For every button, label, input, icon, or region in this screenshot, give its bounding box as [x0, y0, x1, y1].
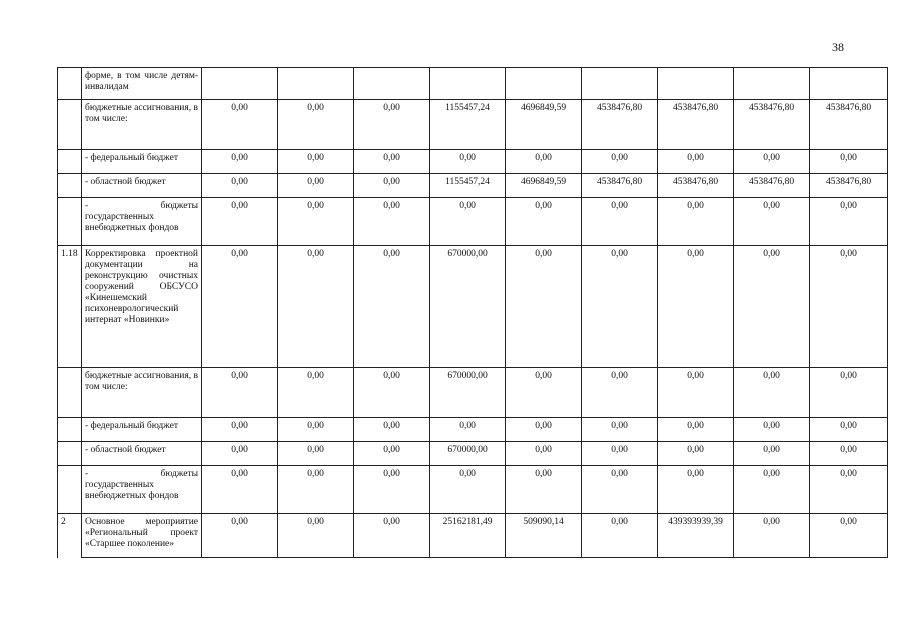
value-cell: 0,00	[506, 246, 582, 368]
value-cell: 0,00	[506, 150, 582, 174]
value-cell: 0,00	[278, 514, 354, 558]
value-cell: 4538476,80	[582, 174, 658, 198]
row-name: бюджетные ассигнования, в том числе:	[82, 368, 202, 418]
value-cell: 0,00	[430, 418, 506, 442]
table-row	[58, 514, 888, 558]
value-cell	[202, 68, 278, 100]
value-cell: 4538476,80	[734, 174, 810, 198]
value-cell: 0,00	[354, 174, 430, 198]
row-name: - бюджеты государственных внебюджетных фондов	[82, 198, 202, 246]
value-cell: 0,00	[810, 466, 888, 514]
table-row	[58, 150, 888, 174]
value-cell: 0,00	[810, 514, 888, 558]
value-cell: 0,00	[430, 150, 506, 174]
value-cell: 1155457,24	[430, 174, 506, 198]
value-cell: 0,00	[658, 442, 734, 466]
value-cell: 0,00	[582, 442, 658, 466]
value-cell: 0,00	[278, 442, 354, 466]
table-row	[58, 246, 888, 368]
value-cell: 0,00	[202, 466, 278, 514]
row-name: - областной бюджет	[82, 174, 202, 198]
value-cell: 0,00	[810, 246, 888, 368]
row-index	[58, 68, 82, 100]
value-cell: 25162181,49	[430, 514, 506, 558]
row-index	[58, 198, 82, 246]
value-cell	[582, 68, 658, 100]
table-row	[58, 68, 888, 100]
value-cell: 0,00	[354, 442, 430, 466]
row-name: - федеральный бюджет	[82, 418, 202, 442]
value-cell: 0,00	[354, 466, 430, 514]
value-cell: 0,00	[354, 198, 430, 246]
value-cell: 4538476,80	[810, 100, 888, 150]
value-cell: 0,00	[658, 466, 734, 514]
value-cell: 0,00	[734, 246, 810, 368]
value-cell: 4696849,59	[506, 174, 582, 198]
value-cell: 0,00	[354, 150, 430, 174]
value-cell: 0,00	[354, 100, 430, 150]
value-cell: 0,00	[202, 100, 278, 150]
value-cell	[430, 68, 506, 100]
value-cell: 0,00	[354, 514, 430, 558]
value-cell: 0,00	[810, 150, 888, 174]
value-cell: 0,00	[734, 514, 810, 558]
value-cell: 0,00	[582, 368, 658, 418]
value-cell	[734, 68, 810, 100]
value-cell: 0,00	[430, 466, 506, 514]
value-cell: 0,00	[658, 418, 734, 442]
value-cell: 0,00	[278, 466, 354, 514]
value-cell: 4538476,80	[658, 174, 734, 198]
value-cell: 4696849,59	[506, 100, 582, 150]
value-cell: 0,00	[202, 246, 278, 368]
row-index	[58, 442, 82, 466]
table-row	[58, 418, 888, 442]
value-cell: 0,00	[506, 418, 582, 442]
value-cell: 1155457,24	[430, 100, 506, 150]
table-row	[58, 198, 888, 246]
table-row	[58, 174, 888, 198]
value-cell: 0,00	[582, 150, 658, 174]
row-name: - областной бюджет	[82, 442, 202, 466]
value-cell: 439393939,39	[658, 514, 734, 558]
value-cell: 0,00	[278, 418, 354, 442]
value-cell: 0,00	[810, 198, 888, 246]
value-cell: 0,00	[278, 246, 354, 368]
value-cell: 0,00	[658, 368, 734, 418]
value-cell: 0,00	[278, 174, 354, 198]
row-index	[58, 466, 82, 514]
value-cell: 0,00	[506, 368, 582, 418]
value-cell: 0,00	[202, 442, 278, 466]
row-index	[58, 150, 82, 174]
row-index: 1.18	[58, 246, 82, 368]
row-index	[58, 100, 82, 150]
value-cell: 0,00	[278, 368, 354, 418]
row-name: - федеральный бюджет	[82, 150, 202, 174]
value-cell	[354, 68, 430, 100]
value-cell: 0,00	[506, 466, 582, 514]
value-cell: 509090,14	[506, 514, 582, 558]
value-cell: 0,00	[278, 100, 354, 150]
value-cell: 0,00	[202, 514, 278, 558]
value-cell: 0,00	[582, 418, 658, 442]
value-cell	[506, 68, 582, 100]
value-cell: 670000,00	[430, 368, 506, 418]
value-cell: 0,00	[582, 246, 658, 368]
value-cell: 0,00	[354, 246, 430, 368]
value-cell: 0,00	[430, 198, 506, 246]
row-index: 2	[58, 514, 82, 558]
value-cell: 0,00	[202, 368, 278, 418]
value-cell: 0,00	[278, 198, 354, 246]
value-cell: 0,00	[734, 198, 810, 246]
value-cell: 0,00	[582, 198, 658, 246]
row-name: Корректировка проектной документации на реконструкцию очистных сооружений ОБСУСО «Кинешемский психоневрологический интернат «Новинки»	[82, 246, 202, 368]
value-cell: 0,00	[582, 466, 658, 514]
value-cell: 0,00	[658, 198, 734, 246]
value-cell: 670000,00	[430, 442, 506, 466]
value-cell	[810, 68, 888, 100]
value-cell: 0,00	[354, 368, 430, 418]
row-index	[58, 368, 82, 418]
value-cell: 0,00	[278, 150, 354, 174]
value-cell: 4538476,80	[810, 174, 888, 198]
value-cell: 0,00	[734, 442, 810, 466]
value-cell: 0,00	[506, 198, 582, 246]
value-cell	[278, 68, 354, 100]
value-cell: 0,00	[810, 368, 888, 418]
value-cell: 0,00	[658, 246, 734, 368]
page-number: 38	[832, 40, 844, 54]
value-cell: 4538476,80	[734, 100, 810, 150]
table-row	[58, 466, 888, 514]
value-cell: 0,00	[202, 150, 278, 174]
value-cell	[658, 68, 734, 100]
value-cell: 0,00	[658, 150, 734, 174]
value-cell: 0,00	[810, 418, 888, 442]
table-row	[58, 100, 888, 150]
value-cell: 670000,00	[430, 246, 506, 368]
value-cell: 0,00	[810, 442, 888, 466]
row-name: бюджетные ассигнования, в том числе:	[82, 100, 202, 150]
table-row	[58, 368, 888, 418]
value-cell: 0,00	[734, 368, 810, 418]
row-name: Основное мероприятие «Региональный проект «Старшее поколение»	[82, 514, 202, 558]
row-index	[58, 174, 82, 198]
value-cell: 0,00	[202, 198, 278, 246]
value-cell: 4538476,80	[582, 100, 658, 150]
value-cell: 0,00	[734, 466, 810, 514]
value-cell: 0,00	[734, 150, 810, 174]
value-cell: 0,00	[354, 418, 430, 442]
row-name: - бюджеты государственных внебюджетных фондов	[82, 466, 202, 514]
value-cell: 0,00	[202, 174, 278, 198]
row-name: форме, в том числе детям-инвалидам	[82, 68, 202, 100]
value-cell: 0,00	[506, 442, 582, 466]
value-cell: 4538476,80	[658, 100, 734, 150]
value-cell: 0,00	[202, 418, 278, 442]
value-cell: 0,00	[582, 514, 658, 558]
table-row	[58, 442, 888, 466]
row-index	[58, 418, 82, 442]
value-cell: 0,00	[734, 418, 810, 442]
table-body	[58, 68, 888, 558]
budget-table	[57, 67, 888, 558]
